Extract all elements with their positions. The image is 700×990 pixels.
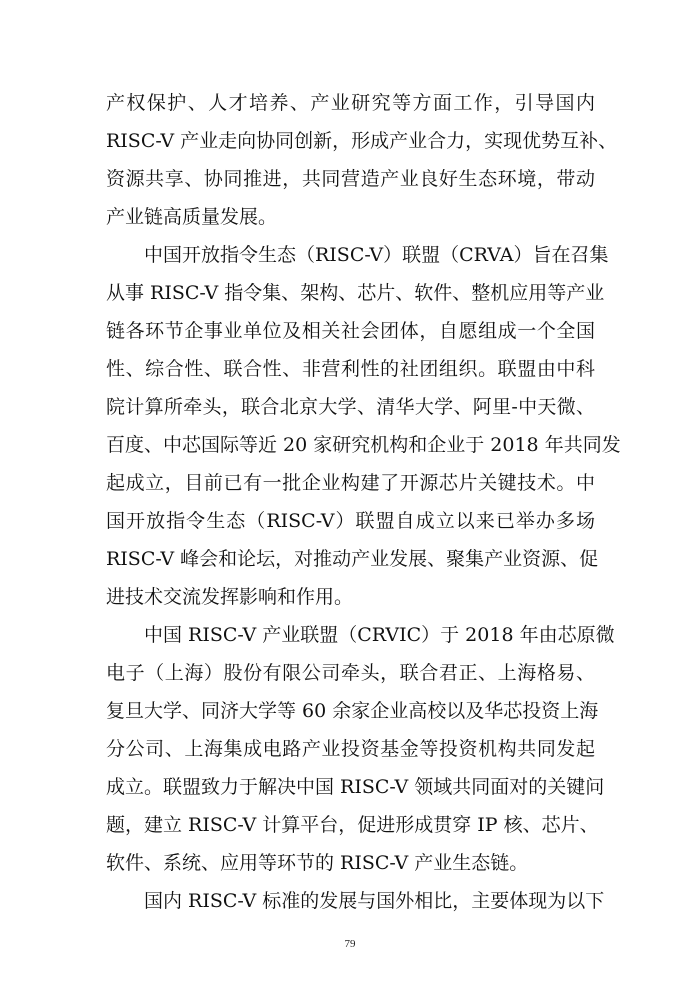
- text-line: 资源共享、协同推进，共同营造产业良好生态环境，带动: [106, 168, 595, 190]
- text-line: 软件、系统、应用等环节的 RISC-V 产业生态链。: [106, 852, 529, 874]
- text-line: 题，建立 RISC-V 计算平台，促进形成贯穿 IP 核、芯片、: [106, 814, 599, 836]
- text-line: 国内 RISC-V 标准的发展与国外相比，主要体现为以下: [144, 890, 605, 912]
- text-line: 中国开放指令生态（RISC-V）联盟（CRVA）旨在召集: [144, 244, 609, 266]
- text-line: 分公司、上海集成电路产业投资基金等投资机构共同发起: [106, 738, 595, 760]
- text-line: RISC-V 峰会和论坛，对推动产业发展、聚集产业资源、促: [106, 548, 599, 570]
- text-line: 百度、中芯国际等近 20 家研究机构和企业于 2018 年共同发: [106, 434, 621, 456]
- text-line: 性、综合性、联合性、非营利性的社团组织。联盟由中科: [106, 358, 595, 380]
- text-line: 成立。联盟致力于解决中国 RISC-V 领域共同面对的关键问: [106, 776, 605, 798]
- text-line: 中国 RISC-V 产业联盟（CRVIC）于 2018 年由芯原微: [144, 624, 615, 646]
- text-line: 链各环节企事业单位及相关社会团体，自愿组成一个全国: [106, 320, 595, 342]
- text-line: 起成立，目前已有一批企业构建了开源芯片关键技术。中: [106, 472, 595, 494]
- text-line: 复旦大学、同济大学等 60 余家企业高校以及华芯投资上海: [106, 700, 599, 722]
- text-line: 产权保护、人才培养、产业研究等方面工作，引导国内: [106, 92, 595, 114]
- text-line: RISC-V 产业走向协同创新，形成产业合力，实现优势互补、: [106, 130, 618, 152]
- text-line: 院计算所牵头，联合北京大学、清华大学、阿里-中天微、: [106, 396, 595, 418]
- text-line: 产业链高质量发展。: [106, 206, 278, 228]
- text-line: 从事 RISC-V 指令集、架构、芯片、软件、整机应用等产业: [106, 282, 605, 304]
- page-number: 79: [344, 938, 356, 950]
- text-line: 国开放指令生态（RISC-V）联盟自成立以来已举办多场: [106, 510, 595, 532]
- text-line: 进技术交流发挥影响和作用。: [106, 586, 354, 608]
- text-line: 电子（上海）股份有限公司牵头，联合君正、上海格易、: [106, 662, 595, 684]
